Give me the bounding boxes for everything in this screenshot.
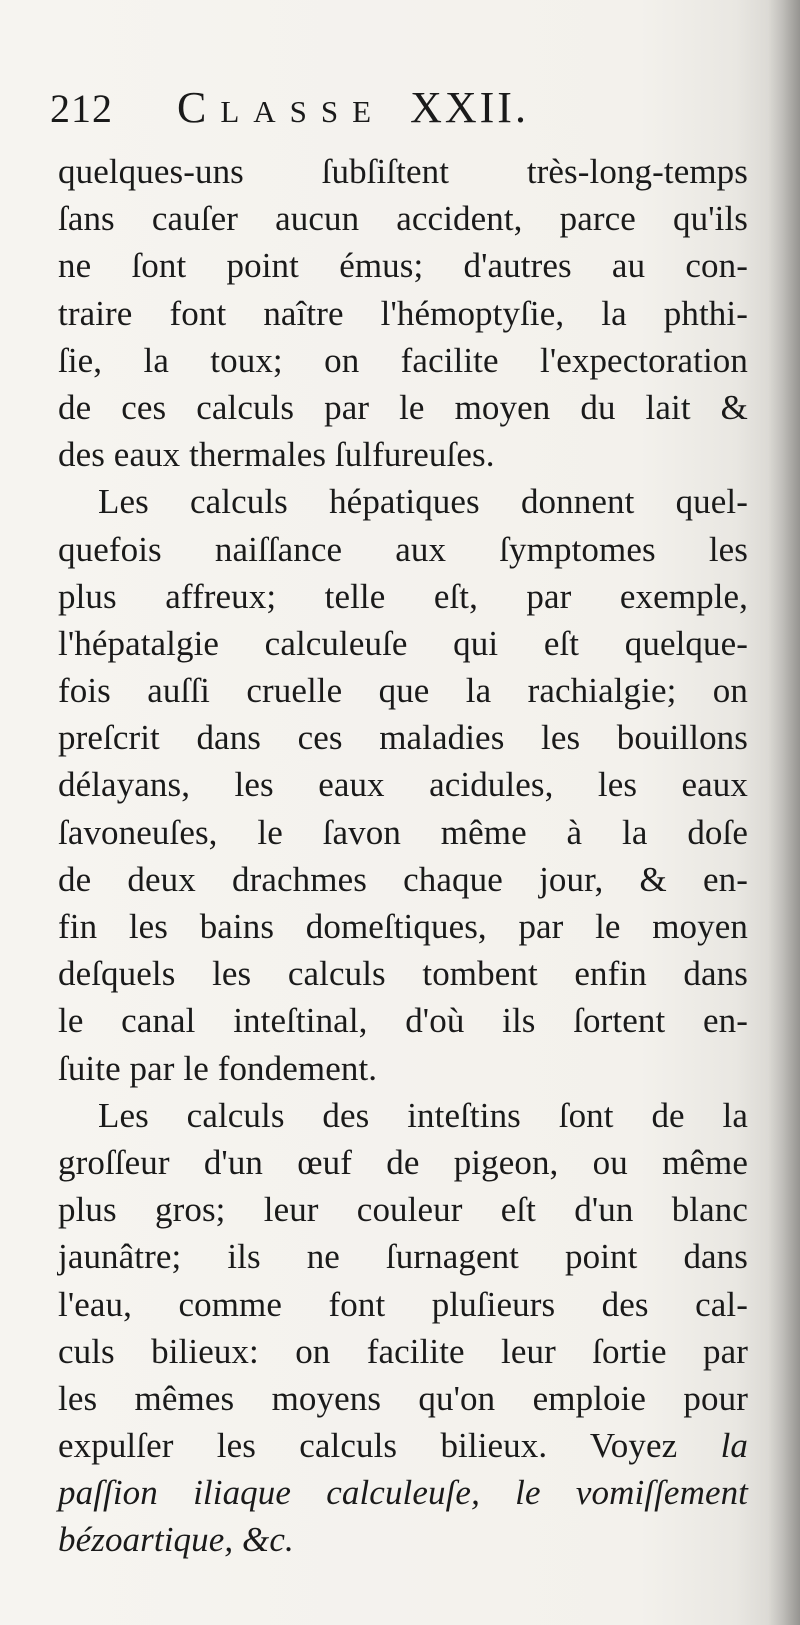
text-line: ſavoneuſes, le ſavon même à la doſe xyxy=(58,812,748,852)
text-line: délayans, les eaux acidules, les eaux xyxy=(58,765,748,805)
text-line: preſcrit dans ces maladies les bouillons xyxy=(58,718,748,758)
text-line: fin les bains domeſtiques, par le moyen xyxy=(58,907,748,946)
text-line: des eaux thermales ſulfureuſes. xyxy=(58,435,495,475)
text-line: groſſeur d'un œuf de pigeon, ou même xyxy=(58,1142,748,1182)
text-line: jaunâtre; ils ne ſurnagent point dans xyxy=(58,1237,748,1277)
italic-line: bézoartique, &c. xyxy=(58,1520,294,1560)
text-line: ſie, la toux; on facilite l'expectoration xyxy=(58,340,748,380)
text-line: quefois naiſſance aux ſymptomes les xyxy=(58,529,748,569)
text-line: plus affreux; telle eſt, par exemple, xyxy=(58,576,748,616)
text-line: plus gros; leur couleur eſt d'un blanc xyxy=(58,1190,748,1230)
text-line xyxy=(58,1422,748,1469)
text-line: les mêmes moyens qu'on emploie pour xyxy=(58,1378,748,1418)
running-head-number: XXII. xyxy=(410,83,529,132)
text-line: deſquels les calculs tombent enfin dans xyxy=(58,954,748,994)
running-head xyxy=(177,82,529,133)
text-line: l'hépatalgie calculeuſe qui eſt quelque- xyxy=(58,623,748,663)
text-line: le canal inteſtinal, d'où ils ſortent en- xyxy=(58,1001,748,1041)
text-line: ſans cauſer aucun accident, parce qu'ils xyxy=(58,199,748,239)
text-line: ſuite par le fondement. xyxy=(58,1048,378,1088)
paragraph-first-line: Les calculs hépatiques donnent quel- xyxy=(98,482,748,522)
text-line: ne ſont point émus; d'autres au con- xyxy=(58,246,748,286)
italic-line: paſſion iliaque calculeuſe, le vomiſſement xyxy=(58,1473,748,1513)
page-edge-shadow xyxy=(768,0,800,1625)
page-header xyxy=(50,82,750,142)
text-line: de deux drachmes chaque jour, & en- xyxy=(58,859,748,899)
text-line: culs bilieux: on facilite leur ſortie par xyxy=(58,1331,748,1371)
running-head-title: Classe xyxy=(177,83,386,132)
italic-segment: la xyxy=(720,1426,748,1466)
body-text xyxy=(58,148,748,1564)
paragraph-first-line: Les calculs des inteſtins ſont de la xyxy=(98,1095,748,1135)
text-line: de ces calculs par le moyen du lait & xyxy=(58,387,748,427)
text-line: fois auſſi cruelle que la rachialgie; on xyxy=(58,671,748,711)
text-line: l'eau, comme font pluſieurs des cal- xyxy=(58,1284,748,1324)
text-segment: expulſer les calculs bilieux. Voyez xyxy=(58,1426,678,1466)
text-line: quelques-uns ſubſiſtent très-long-temps xyxy=(58,152,748,191)
page-number: 212 xyxy=(50,86,113,131)
text-line: traire font naître l'hémoptyſie, la phthi- xyxy=(58,293,748,333)
